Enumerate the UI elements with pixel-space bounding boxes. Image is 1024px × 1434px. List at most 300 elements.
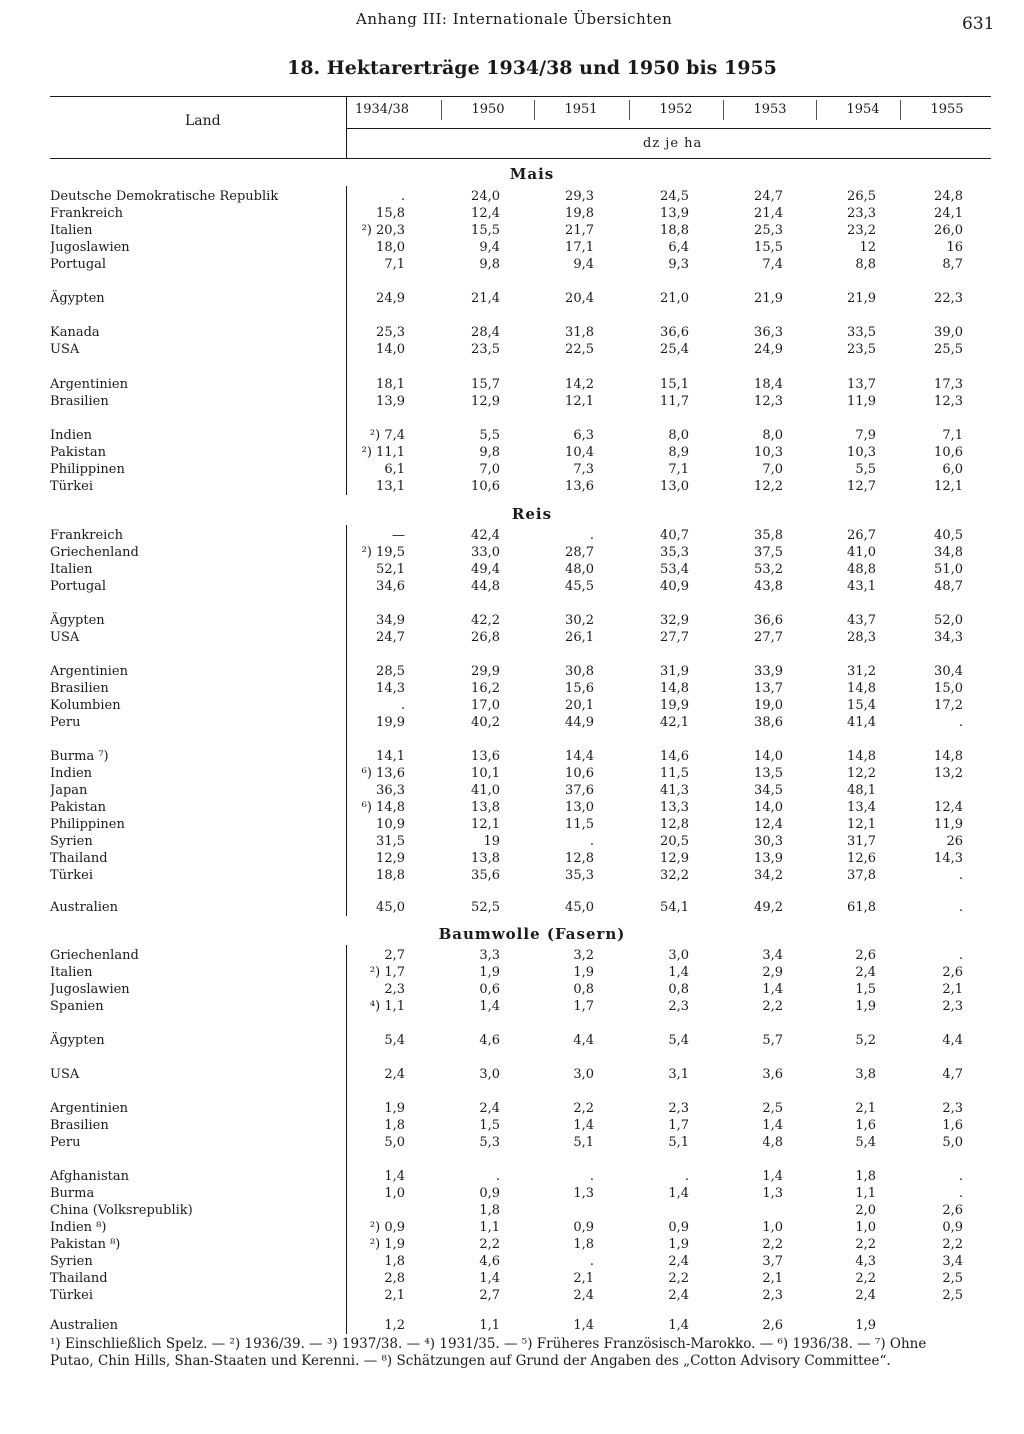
value-cell: 15,4 [847, 698, 876, 713]
value-cell: 4,4 [942, 1033, 963, 1048]
country-cell [50, 799, 342, 816]
header-year: 1950 [471, 102, 505, 117]
table-row [0, 697, 1024, 714]
country-cell [50, 1270, 342, 1287]
value-cell: 10,6 [934, 445, 963, 460]
table-row [0, 680, 1024, 697]
value-cell: 12,4 [471, 206, 500, 221]
value-cell: 2,4 [668, 1288, 689, 1303]
value-cell: 10,1 [471, 766, 500, 781]
value-cell: 35,3 [660, 545, 689, 560]
table-row [0, 629, 1024, 646]
country-cell [50, 1287, 342, 1304]
value-cell: 24,9 [754, 342, 783, 357]
table-row [0, 1317, 1024, 1334]
country-cell [50, 1066, 342, 1083]
table-row [0, 478, 1024, 495]
value-cell: 6,0 [942, 462, 963, 477]
value-cell: 12,4 [934, 800, 963, 815]
value-cell: — [392, 528, 405, 543]
value-cell: 12,9 [471, 394, 500, 409]
table-row [0, 1066, 1024, 1083]
footnote-line-1: ¹) Einschließlich Spelz. — ²) 1936/39. — ³) 1937/38. — ⁴) 1931/35. — ⁵) Früheres Französisch-Marokko. — ⁶) 1936/38. — ⁷) Ohne [50, 1336, 927, 1352]
value-cell: 4,4 [573, 1033, 594, 1048]
value-cell: 4,8 [762, 1135, 783, 1150]
country-cell [50, 461, 342, 478]
value-cell: 23,3 [847, 206, 876, 221]
value-cell: 2,0 [855, 1203, 876, 1218]
header-year: 1952 [659, 102, 693, 117]
value-cell: 1,1 [479, 1318, 500, 1333]
value-cell: 12,8 [565, 851, 594, 866]
value-cell: 21,4 [471, 291, 500, 306]
value-cell: 13,7 [754, 681, 783, 696]
value-cell: 21,4 [754, 206, 783, 221]
country-name: USA [50, 342, 82, 357]
value-cell: 10,4 [565, 445, 594, 460]
country-cell [50, 1134, 342, 1151]
value-cell: ²) 0,9 [369, 1220, 405, 1235]
value-cell: 0,9 [479, 1186, 500, 1201]
value-cell: 17,0 [471, 698, 500, 713]
value-cell: . [589, 528, 594, 543]
country-name: Philippinen [50, 462, 128, 477]
value-cell: 1,8 [479, 1203, 500, 1218]
value-cell: ²) 1,9 [369, 1237, 405, 1252]
header-year: 1951 [564, 102, 598, 117]
value-cell: 34,6 [376, 579, 405, 594]
value-cell: 34,9 [376, 613, 405, 628]
table-row [0, 461, 1024, 478]
value-cell: 1,8 [855, 1169, 876, 1184]
value-cell: . [958, 948, 963, 963]
value-cell: 2,6 [942, 965, 963, 980]
country-cell [50, 290, 342, 307]
table-row [0, 205, 1024, 222]
value-cell: 4,6 [479, 1033, 500, 1048]
country-cell [50, 782, 342, 799]
country-name: Griechenland [50, 948, 142, 963]
value-cell: . [958, 1186, 963, 1201]
value-cell: 10,3 [754, 445, 783, 460]
header-bottom-rule [50, 158, 991, 159]
value-cell: . [958, 1169, 963, 1184]
value-cell: . [400, 189, 405, 204]
country-name: Peru [50, 1135, 83, 1150]
value-cell: 32,9 [660, 613, 689, 628]
value-cell: 2,2 [855, 1271, 876, 1286]
value-cell: 13,5 [754, 766, 783, 781]
value-cell: 25,3 [754, 223, 783, 238]
value-cell: 29,9 [471, 664, 500, 679]
value-cell: 16 [946, 240, 963, 255]
value-cell: 31,2 [847, 664, 876, 679]
country-name: USA [50, 630, 82, 645]
value-cell: 28,4 [471, 325, 500, 340]
table-row [0, 782, 1024, 799]
value-cell: 32,2 [660, 868, 689, 883]
header-unit: dz je ha [643, 136, 703, 151]
country-cell [50, 1032, 342, 1049]
value-cell: ⁴) 1,1 [369, 999, 405, 1014]
country-cell [50, 748, 342, 765]
year-separator [900, 100, 901, 120]
value-cell: 53,4 [660, 562, 689, 577]
value-cell: 1,9 [384, 1101, 405, 1116]
footnote-line-2: Putao, Chin Hills, Shan-Staaten und Kerenni. — ⁸) Schätzungen auf Grund der Angaben des „Cotton Advisory Committee“. [50, 1353, 891, 1369]
value-cell: 35,8 [754, 528, 783, 543]
value-cell: 5,3 [479, 1135, 500, 1150]
country-name: Jugoslawien [50, 240, 133, 255]
value-cell: 2,3 [942, 999, 963, 1014]
value-cell: 33,5 [847, 325, 876, 340]
country-cell [50, 427, 342, 444]
value-cell: 24,9 [376, 291, 405, 306]
value-cell: 2,3 [384, 982, 405, 997]
header-top-rule [50, 96, 991, 97]
value-cell: . [684, 1169, 689, 1184]
country-name: Syrien [50, 834, 96, 849]
value-cell: 17,2 [934, 698, 963, 713]
table-row [0, 981, 1024, 998]
value-cell: 1,9 [668, 1237, 689, 1252]
country-name: Portugal [50, 579, 109, 594]
value-cell: 41,3 [660, 783, 689, 798]
value-cell: 1,4 [573, 1118, 594, 1133]
value-cell: 5,4 [855, 1135, 876, 1150]
value-cell: 28,5 [376, 664, 405, 679]
value-cell: 24,0 [471, 189, 500, 204]
country-name: Syrien [50, 1254, 96, 1269]
value-cell: 11,9 [934, 817, 963, 832]
country-cell [50, 222, 342, 239]
value-cell: 1,6 [855, 1118, 876, 1133]
value-cell: 34,8 [934, 545, 963, 560]
value-cell: 53,2 [754, 562, 783, 577]
value-cell: 3,3 [479, 948, 500, 963]
value-cell: 9,8 [479, 445, 500, 460]
value-cell: 3,8 [855, 1067, 876, 1082]
table-row [0, 1032, 1024, 1049]
table-row [0, 799, 1024, 816]
value-cell: 19 [483, 834, 500, 849]
value-cell: 3,1 [668, 1067, 689, 1082]
table-row [0, 947, 1024, 964]
country-name: Indien [50, 766, 95, 781]
country-name: Türkei [50, 479, 96, 494]
value-cell: 13,0 [565, 800, 594, 815]
value-cell: 6,3 [573, 428, 594, 443]
value-cell: 1,4 [762, 982, 783, 997]
value-cell: 2,1 [384, 1288, 405, 1303]
value-cell: 13,9 [660, 206, 689, 221]
country-name: Frankreich [50, 206, 126, 221]
value-cell: 26,5 [847, 189, 876, 204]
value-cell: 25,5 [934, 342, 963, 357]
value-cell: 40,5 [934, 528, 963, 543]
value-cell: 2,6 [762, 1318, 783, 1333]
value-cell: 2,4 [479, 1101, 500, 1116]
value-cell: 26,0 [934, 223, 963, 238]
country-name: Türkei [50, 868, 96, 883]
value-cell: 21,9 [847, 291, 876, 306]
table-row [0, 427, 1024, 444]
value-cell: 5,2 [855, 1033, 876, 1048]
value-cell: ²) 20,3 [361, 223, 405, 238]
value-cell: 12,3 [934, 394, 963, 409]
table-row [0, 612, 1024, 629]
country-cell [50, 1219, 342, 1236]
value-cell: 49,4 [471, 562, 500, 577]
value-cell: 2,5 [942, 1288, 963, 1303]
country-cell [50, 1168, 342, 1185]
country-name: Australien [50, 1318, 121, 1333]
country-cell [50, 393, 342, 410]
country-name: Jugoslawien [50, 982, 133, 997]
year-separator [441, 100, 442, 120]
value-cell: 35,6 [471, 868, 500, 883]
value-cell: 49,2 [754, 900, 783, 915]
value-cell: 20,4 [565, 291, 594, 306]
value-cell: 12,1 [471, 817, 500, 832]
value-cell: 14,4 [565, 749, 594, 764]
value-cell: 52,1 [376, 562, 405, 577]
section-title: Reis [511, 505, 553, 523]
value-cell: 0,9 [668, 1220, 689, 1235]
table-row [0, 964, 1024, 981]
table-row [0, 714, 1024, 731]
country-cell [50, 1317, 342, 1334]
value-cell: 37,8 [847, 868, 876, 883]
country-cell [50, 833, 342, 850]
value-cell: 2,2 [668, 1271, 689, 1286]
table-row [0, 1134, 1024, 1151]
value-cell: 1,4 [479, 999, 500, 1014]
value-cell: 1,0 [762, 1220, 783, 1235]
country-cell [50, 1202, 342, 1219]
value-cell: . [958, 868, 963, 883]
value-cell: 11,7 [660, 394, 689, 409]
value-cell: 35,3 [565, 868, 594, 883]
value-cell: ⁶) 13,6 [361, 766, 405, 781]
value-cell: 2,8 [384, 1271, 405, 1286]
value-cell: 40,7 [660, 528, 689, 543]
value-cell: 1,7 [573, 999, 594, 1014]
value-cell: 2,2 [479, 1237, 500, 1252]
country-cell [50, 998, 342, 1015]
table-row [0, 816, 1024, 833]
value-cell: 14,1 [376, 749, 405, 764]
value-cell: 31,5 [376, 834, 405, 849]
value-cell: 1,3 [762, 1186, 783, 1201]
country-name: Italien [50, 562, 96, 577]
section-title: Mais [509, 165, 555, 183]
country-cell [50, 376, 342, 393]
value-cell: ²) 11,1 [361, 445, 405, 460]
value-cell: 1,4 [479, 1271, 500, 1286]
country-name: Spanien [50, 999, 107, 1014]
value-cell: 6,1 [384, 462, 405, 477]
header-mid-rule [346, 128, 991, 129]
value-cell: 1,1 [855, 1186, 876, 1201]
value-cell: 12,2 [754, 479, 783, 494]
value-cell: 12,9 [660, 851, 689, 866]
country-name: Argentinien [50, 377, 131, 392]
value-cell: 44,9 [565, 715, 594, 730]
country-cell [50, 629, 342, 646]
country-cell [50, 1253, 342, 1270]
value-cell: 7,1 [942, 428, 963, 443]
value-cell: 22,3 [934, 291, 963, 306]
country-cell [50, 544, 342, 561]
value-cell: 7,1 [668, 462, 689, 477]
value-cell: 37,6 [565, 783, 594, 798]
value-cell: 41,0 [471, 783, 500, 798]
value-cell: . [589, 834, 594, 849]
value-cell: 3,0 [573, 1067, 594, 1082]
value-cell: 48,8 [847, 562, 876, 577]
value-cell: 2,3 [942, 1101, 963, 1116]
table-row [0, 1270, 1024, 1287]
value-cell: 12,9 [376, 851, 405, 866]
value-cell: 18,8 [660, 223, 689, 238]
country-name: Pakistan [50, 800, 109, 815]
value-cell: 1,4 [668, 1186, 689, 1201]
value-cell: 13,4 [847, 800, 876, 815]
country-name: Philippinen [50, 817, 128, 832]
table-row [0, 833, 1024, 850]
value-cell: 1,4 [668, 1318, 689, 1333]
value-cell: 15,5 [754, 240, 783, 255]
country-cell [50, 256, 342, 273]
value-cell: . [400, 698, 405, 713]
value-cell: 39,0 [934, 325, 963, 340]
table-row [0, 765, 1024, 782]
value-cell: 1,0 [384, 1186, 405, 1201]
value-cell: 2,5 [762, 1101, 783, 1116]
value-cell: 13,6 [565, 479, 594, 494]
value-cell: 2,4 [855, 1288, 876, 1303]
value-cell: 45,0 [376, 900, 405, 915]
value-cell: 9,8 [479, 257, 500, 272]
country-cell [50, 947, 342, 964]
value-cell: 5,7 [762, 1033, 783, 1048]
table-row [0, 444, 1024, 461]
value-cell: 36,6 [754, 613, 783, 628]
value-cell: 1,4 [762, 1118, 783, 1133]
dot-leaders [50, 1066, 342, 1079]
country-name: Peru [50, 715, 83, 730]
table-title: 18. Hektarerträge 1934/38 und 1950 bis 1955 [287, 57, 777, 79]
value-cell: 48,1 [847, 783, 876, 798]
value-cell: 1,1 [479, 1220, 500, 1235]
value-cell: 30,8 [565, 664, 594, 679]
value-cell: 21,9 [754, 291, 783, 306]
country-cell [50, 680, 342, 697]
value-cell: 54,1 [660, 900, 689, 915]
value-cell: 17,3 [934, 377, 963, 392]
value-cell: 18,1 [376, 377, 405, 392]
value-cell: 24,1 [934, 206, 963, 221]
value-cell: 5,5 [855, 462, 876, 477]
table-row [0, 1236, 1024, 1253]
country-cell [50, 964, 342, 981]
value-cell: 14,2 [565, 377, 594, 392]
value-cell: 41,0 [847, 545, 876, 560]
country-cell [50, 1100, 342, 1117]
value-cell: 1,0 [855, 1220, 876, 1235]
table-row [0, 1287, 1024, 1304]
country-cell [50, 697, 342, 714]
value-cell: 7,4 [762, 257, 783, 272]
value-cell: 24,7 [376, 630, 405, 645]
value-cell: 3,4 [762, 948, 783, 963]
value-cell: 3,4 [942, 1254, 963, 1269]
value-cell: 13,0 [660, 479, 689, 494]
value-cell: 36,3 [754, 325, 783, 340]
country-name: Argentinien [50, 1101, 131, 1116]
country-name: Thailand [50, 1271, 111, 1286]
value-cell: 14,0 [754, 800, 783, 815]
value-cell: 14,0 [754, 749, 783, 764]
value-cell: 20,5 [660, 834, 689, 849]
country-cell [50, 578, 342, 595]
country-name: Italien [50, 223, 96, 238]
country-cell [50, 1185, 342, 1202]
value-cell: 31,8 [565, 325, 594, 340]
table-row [0, 544, 1024, 561]
table-row [0, 1202, 1024, 1219]
table-row [0, 256, 1024, 273]
value-cell: 3,2 [573, 948, 594, 963]
value-cell: 14,8 [660, 681, 689, 696]
value-cell: 28,3 [847, 630, 876, 645]
table-row [0, 324, 1024, 341]
value-cell: . [958, 900, 963, 915]
value-cell: 1,8 [384, 1254, 405, 1269]
country-name: Griechenland [50, 545, 142, 560]
value-cell: ²) 19,5 [361, 545, 405, 560]
value-cell: 2,2 [762, 999, 783, 1014]
value-cell: 22,5 [565, 342, 594, 357]
header-year: 1934/38 [354, 102, 409, 117]
country-name: Thailand [50, 851, 111, 866]
value-cell: 12,1 [847, 817, 876, 832]
value-cell: 20,1 [565, 698, 594, 713]
value-cell: 8,9 [668, 445, 689, 460]
header-year: 1955 [930, 102, 964, 117]
country-name: Indien [50, 428, 95, 443]
country-cell [50, 341, 342, 358]
value-cell: 5,0 [942, 1135, 963, 1150]
value-cell: 23,5 [847, 342, 876, 357]
country-name: Türkei [50, 1288, 96, 1303]
value-cell: 11,5 [565, 817, 594, 832]
value-cell: 12,6 [847, 851, 876, 866]
table-row [0, 1117, 1024, 1134]
value-cell: 31,7 [847, 834, 876, 849]
value-cell: 30,3 [754, 834, 783, 849]
value-cell: ²) 1,7 [369, 965, 405, 980]
country-cell [50, 1117, 342, 1134]
country-cell [50, 850, 342, 867]
country-cell [50, 663, 342, 680]
value-cell: 12,7 [847, 479, 876, 494]
header-year: 1953 [753, 102, 787, 117]
value-cell: 2,3 [668, 999, 689, 1014]
table-row [0, 748, 1024, 765]
value-cell: 24,5 [660, 189, 689, 204]
